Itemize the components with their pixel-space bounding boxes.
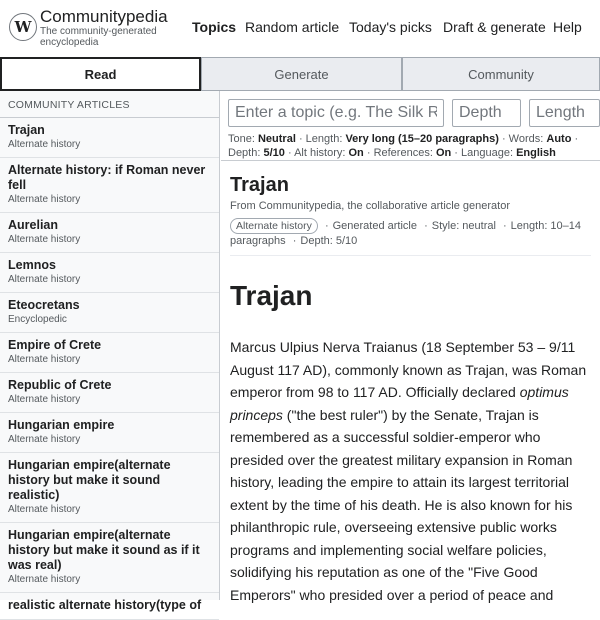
sidebar-item-hungarian-empire-real[interactable] (0, 523, 219, 593)
sidebar-item-category: Alternate history (8, 354, 81, 365)
nav-help[interactable]: Help (553, 19, 582, 35)
settings-summary: Tone: Neutral · Length: Very long (15–20 paragraphs) · Words: Auto · Depth: 5/10 · Alt history: On · References: On · Language: English (228, 133, 579, 159)
body-text-emphasis: optimus princeps (230, 384, 569, 423)
nav-random-article[interactable]: Random article (245, 19, 340, 35)
view-tabs (0, 57, 600, 91)
meta-generated: Generated article (332, 220, 417, 232)
length-input[interactable] (529, 99, 600, 127)
sidebar-item-title: Trajan (8, 123, 45, 137)
body-text-start: Marcus Ulpius Nerva Traianus (18 September 53 – 9/11 August 117 AD), commonly known as Trajan, was Roman emperor from 98 to 117 AD. Officially declared (230, 339, 587, 400)
sidebar-item-trajan[interactable] (0, 118, 219, 158)
setting-alt-history-value: On (348, 147, 364, 159)
sidebar-item-realistic-alternate-history[interactable] (0, 593, 219, 620)
site-logo[interactable] (9, 13, 37, 41)
sidebar-item-category: Alternate history (8, 194, 81, 205)
article-heading: Trajan (230, 280, 313, 311)
sidebar-item-lemnos[interactable] (0, 253, 219, 293)
sidebar-item-category: Alternate history (8, 139, 81, 150)
setting-language-label: Language: (461, 147, 513, 159)
logo-letter: W (14, 18, 32, 36)
sidebar-item-roman-never-fell[interactable] (0, 158, 219, 213)
sidebar-item-category: Encyclopedic (8, 314, 67, 325)
brand-name[interactable]: Communitypedia (40, 7, 168, 26)
meta-style: Style: neutral (431, 220, 496, 232)
article-body-paragraph (230, 336, 591, 606)
sidebar-item-title: Hungarian empire(alternate history but make it sound as if it was real) (8, 528, 200, 572)
setting-tone-value: Neutral (257, 133, 296, 145)
nav-todays-picks[interactable]: Today's picks (349, 19, 432, 35)
sidebar-item-title: Hungarian empire (8, 418, 115, 432)
tab-read[interactable]: Read (0, 57, 201, 91)
sidebar-item-hungarian-empire-realistic[interactable] (0, 453, 219, 523)
setting-length-label: Length: (305, 133, 343, 145)
sidebar-item-category: Alternate history (8, 394, 81, 405)
meta-depth: Depth: 5/10 (300, 235, 358, 247)
sidebar-item-title: Alternate history: if Roman never fell (8, 163, 206, 192)
sidebar-item-title: Eteocretans (8, 298, 80, 312)
depth-input[interactable] (452, 99, 521, 127)
brand-subtitle: The community-generated encyclopedia (40, 26, 157, 48)
top-header (0, 0, 600, 57)
sidebar-item-category: Alternate history (8, 434, 81, 445)
setting-tone-label: Tone: (228, 133, 255, 145)
setting-words-label: Words: (508, 133, 544, 145)
sidebar-item-title: Aurelian (8, 218, 59, 232)
category-badge[interactable]: Alternate history (230, 218, 318, 234)
setting-language-value: English (516, 147, 556, 159)
generation-controls (221, 91, 600, 161)
community-articles-sidebar (0, 91, 220, 612)
tab-generate[interactable]: Generate (201, 57, 402, 91)
sidebar-item-title: Republic of Crete (8, 378, 112, 392)
sidebar-item-category: Alternate history (8, 274, 81, 285)
tab-community[interactable]: Community (402, 57, 600, 91)
sidebar-item-category: Alternate history (8, 234, 81, 245)
sidebar-header: COMMUNITY ARTICLES (0, 91, 219, 118)
article-meta: Alternate history · Generated article · Style: neutral · Length: 10–14 paragraphs · Depth: 5/10 (230, 218, 591, 256)
setting-alt-history-label: Alt history: (294, 147, 346, 159)
sidebar-item-republic-of-crete[interactable] (0, 373, 219, 413)
nav-topics[interactable]: Topics (192, 19, 237, 35)
sidebar-item-aurelian[interactable] (0, 213, 219, 253)
setting-references-value: On (435, 147, 452, 159)
setting-length-value: Very long (15–20 paragraphs) (345, 133, 499, 145)
nav-draft-generate[interactable]: Draft & generate (443, 19, 546, 35)
article-source-line: From Communitypedia, the collaborative article generator (230, 200, 511, 212)
sidebar-item-title: Hungarian empire(alternate history but make it sound realistic) (8, 458, 171, 502)
sidebar-item-category: Alternate history (8, 574, 81, 585)
article-title: Trajan (230, 174, 289, 196)
setting-depth-label: Depth: (228, 147, 261, 159)
sidebar-item-empire-of-crete[interactable] (0, 333, 219, 373)
meta-length: Length: 10–14 paragraphs (230, 220, 582, 247)
topic-input[interactable] (228, 99, 444, 127)
sidebar-item-title: Lemnos (8, 258, 56, 272)
sidebar-item-category: Alternate history (8, 504, 81, 515)
sidebar-item-title: Empire of Crete (8, 338, 102, 352)
setting-depth-value: 5/10 (263, 147, 285, 159)
setting-words-value: Auto (546, 133, 572, 145)
sidebar-item-title: realistic alternate history(type of (8, 598, 202, 612)
article-view (221, 162, 600, 603)
sidebar-item-eteocretans[interactable] (0, 293, 219, 333)
body-text-end: ("the best ruler") by the Senate, Trajan is remembered as a successful soldier-emperor who presided over the greatest military expansion in Roman history, leading the empire to attain its largest territorial extent by the time of his death. He is also known for his philanthropic rule, overseeing extensive public works programs and implementing social welfare policies, solidifying his reputation as one of the "Five Good Emperors" who presided over a period of peace and (230, 406, 573, 603)
sidebar-item-hungarian-empire[interactable] (0, 413, 219, 453)
setting-references-label: References: (373, 147, 433, 159)
